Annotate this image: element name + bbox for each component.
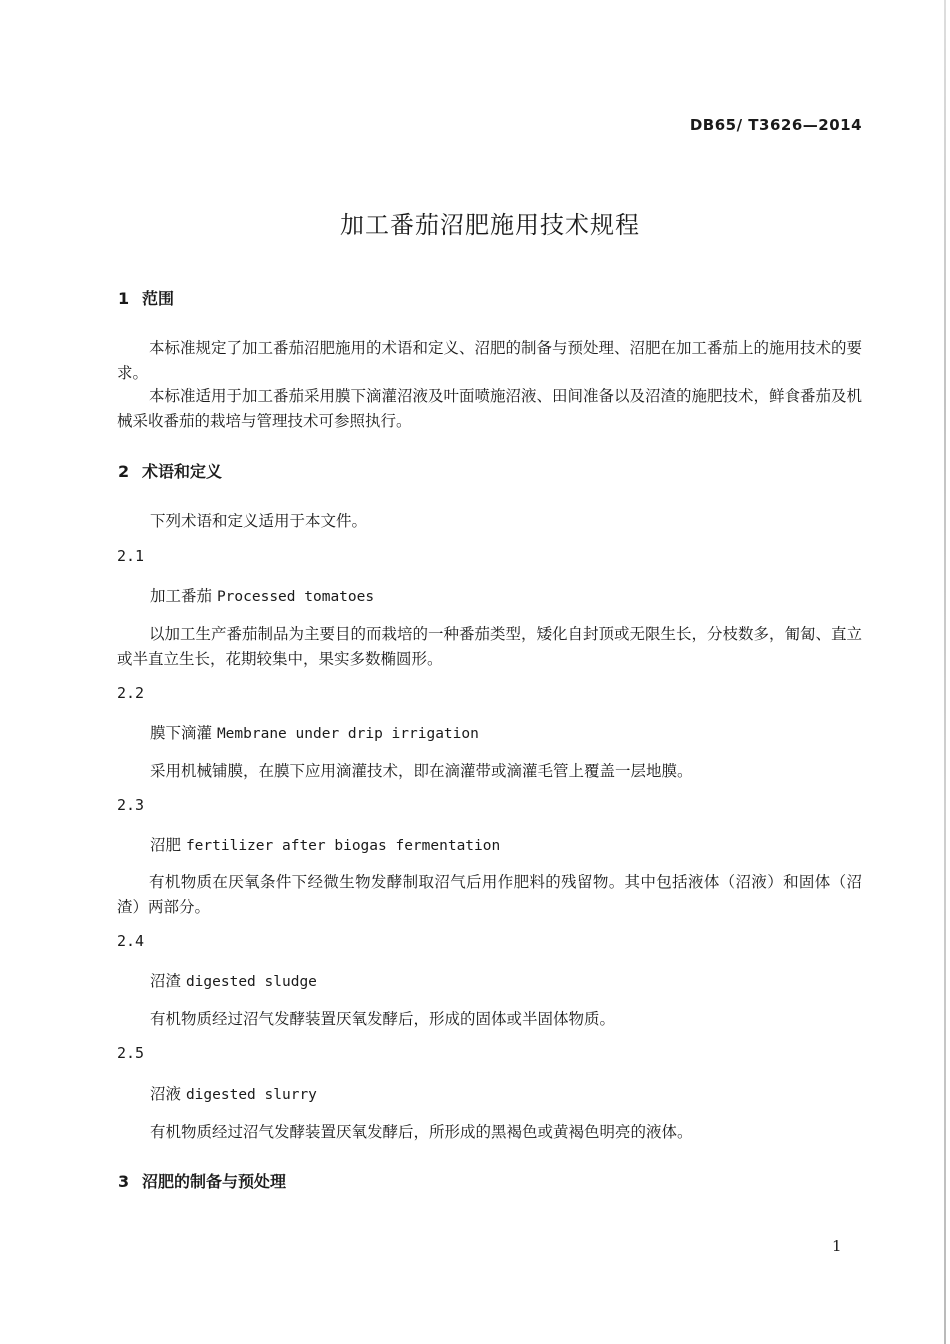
- section-title: 术语和定义: [142, 462, 223, 481]
- section-number: 1: [118, 289, 130, 308]
- page-number: 1: [832, 1237, 842, 1255]
- section-1-heading: [118, 286, 174, 309]
- section-number: 2: [118, 462, 130, 481]
- term-entry: [150, 721, 479, 743]
- clause-number: 2.5: [117, 1044, 145, 1062]
- term-entry: [150, 584, 374, 606]
- term-definition: 有机物质经过沼气发酵装置厌氧发酵后，所形成的黑褐色或黄褐色明亮的液体。: [150, 1123, 693, 1141]
- term-zh: 沼肥: [150, 836, 182, 854]
- term-definition: 以加工生产番茄制品为主要目的而栽培的一种番茄类型，矮化自封顶或无限生长，分枝数多，匍匐、直立或半直立生长，花期较集中，果实多数椭圆形。: [117, 625, 863, 668]
- section-1-paragraph: 本标准适用于加工番茄采用膜下滴灌沼液及叶面喷施沼液、田间准备以及沼渣的施肥技术，鲜食番茄及机械采收番茄的栽培与管理技术可参照执行。: [117, 387, 863, 430]
- term-zh: 沼液: [150, 1085, 182, 1103]
- section-1-paragraph: 本标准规定了加工番茄沼肥施用的术语和定义、沼肥的制备与预处理、沼肥在加工番茄上的施用技术的要求。: [117, 339, 863, 382]
- term-en: fertilizer after biogas fermentation: [185, 838, 501, 854]
- section-2-intro: 下列术语和定义适用于本文件。: [150, 512, 368, 530]
- term-definition: 采用机械铺膜，在膜下应用滴灌技术，即在滴灌带或滴灌毛管上覆盖一层地膜。: [150, 762, 693, 780]
- document-code: DB65/ T3626—2014: [689, 116, 862, 134]
- section-number: 3: [118, 1172, 130, 1191]
- section-title: 范围: [142, 289, 175, 308]
- term-en: digested sludge: [185, 974, 317, 990]
- clause-number: 2.1: [117, 547, 145, 565]
- term-en: digested slurry: [185, 1087, 317, 1103]
- term-entry: [150, 1082, 317, 1104]
- clause-number: 2.2: [117, 684, 145, 702]
- term-zh: 沼渣: [150, 972, 182, 990]
- section-title: 沼肥的制备与预处理: [142, 1172, 287, 1191]
- term-zh: 膜下滴灌: [150, 724, 213, 742]
- term-definition: 有机物质经过沼气发酵装置厌氧发酵后，形成的固体或半固体物质。: [150, 1010, 616, 1028]
- section-3-heading: [118, 1169, 286, 1192]
- term-entry: [150, 833, 500, 855]
- clause-number: 2.3: [117, 796, 145, 814]
- term-en: Processed tomatoes: [216, 589, 375, 605]
- scan-page-edge: [944, 0, 946, 1344]
- clause-number: 2.4: [117, 932, 145, 950]
- term-entry: [150, 969, 317, 991]
- term-zh: 加工番茄: [150, 587, 213, 605]
- term-definition: 有机物质在厌氧条件下经微生物发酵制取沼气后用作肥料的残留物。其中包括液体（沼液）和固体（沼渣）两部分。: [117, 873, 862, 916]
- section-2-heading: [118, 459, 222, 482]
- term-en: Membrane under drip irrigation: [216, 726, 479, 742]
- document-title: 加工番茄沼肥施用技术规程: [340, 211, 640, 239]
